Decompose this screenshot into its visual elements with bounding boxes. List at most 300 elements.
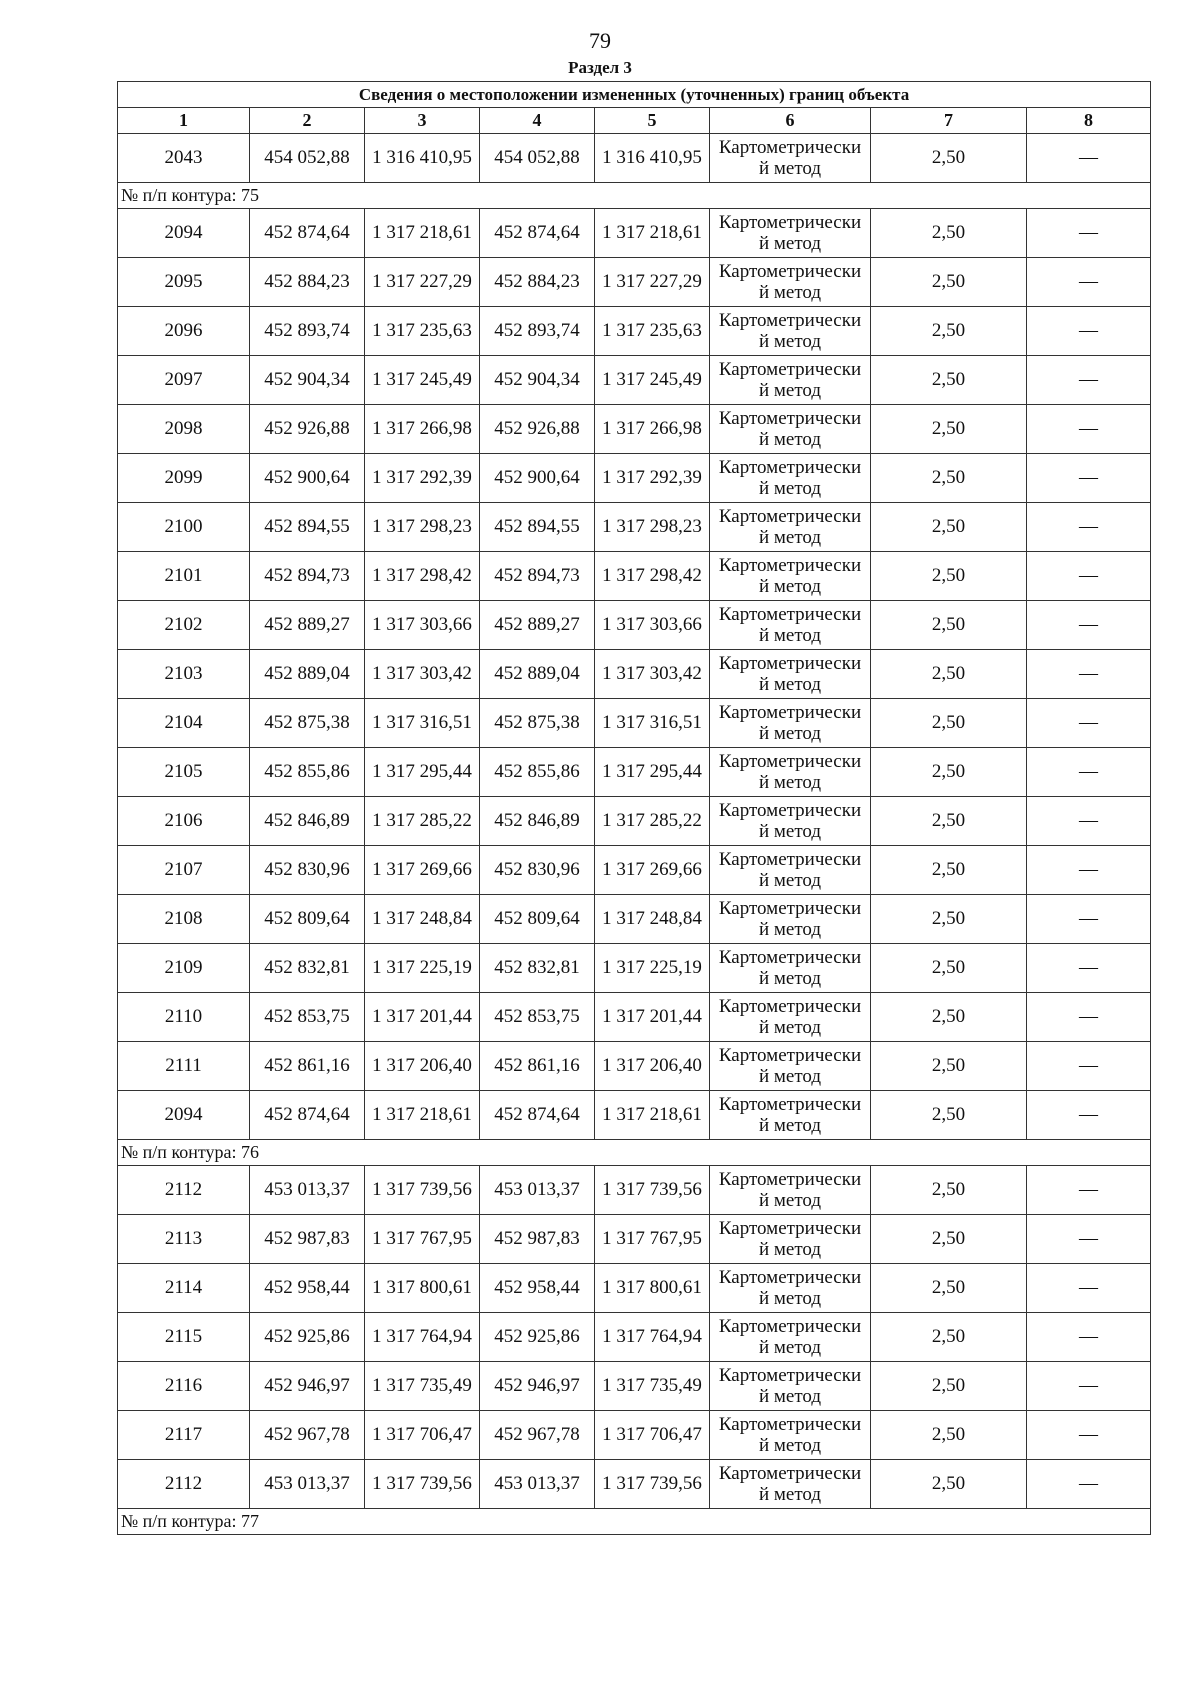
table-row xyxy=(118,1264,1151,1313)
description-cell: — xyxy=(1027,1215,1151,1264)
method-cell xyxy=(710,895,871,944)
new-x-cell: 452 904,34 xyxy=(480,356,595,405)
method-text-line2: й метод xyxy=(758,674,822,695)
existing-x-cell: 452 925,86 xyxy=(250,1313,365,1362)
table-row xyxy=(118,993,1151,1042)
method-text-line1: Картометрически xyxy=(718,212,862,233)
existing-x-cell: 452 987,83 xyxy=(250,1215,365,1264)
precision-cell: 2,50 xyxy=(871,1091,1027,1140)
method-cell xyxy=(710,454,871,503)
new-x-cell: 452 894,55 xyxy=(480,503,595,552)
description-cell: — xyxy=(1027,601,1151,650)
existing-x-cell: 452 900,64 xyxy=(250,454,365,503)
method-text-line2: й метод xyxy=(758,1017,822,1038)
table-row xyxy=(118,1042,1151,1091)
point-number-cell: 2112 xyxy=(118,1166,250,1215)
table-title: Сведения о местоположении измененных (уточненных) границ объекта xyxy=(118,82,1151,108)
method-text-line1: Картометрически xyxy=(718,1267,862,1288)
method-text-line1: Картометрически xyxy=(718,555,862,576)
existing-y-cell: 1 317 285,22 xyxy=(365,797,480,846)
point-number-cell: 2110 xyxy=(118,993,250,1042)
precision-cell: 2,50 xyxy=(871,134,1027,183)
point-number-cell: 2107 xyxy=(118,846,250,895)
existing-y-cell: 1 317 767,95 xyxy=(365,1215,480,1264)
description-cell: — xyxy=(1027,944,1151,993)
method-cell xyxy=(710,650,871,699)
method-text-line1: Картометрически xyxy=(718,1414,862,1435)
method-cell xyxy=(710,1362,871,1411)
description-cell: — xyxy=(1027,993,1151,1042)
method-cell xyxy=(710,601,871,650)
new-x-cell: 452 855,86 xyxy=(480,748,595,797)
existing-x-cell: 452 967,78 xyxy=(250,1411,365,1460)
table-row xyxy=(118,797,1151,846)
precision-cell: 2,50 xyxy=(871,503,1027,552)
new-y-cell: 1 317 245,49 xyxy=(595,356,710,405)
method-cell xyxy=(710,134,871,183)
point-number-cell: 2115 xyxy=(118,1313,250,1362)
method-text-line1: Картометрически xyxy=(718,1463,862,1484)
method-text-line2: й метод xyxy=(758,870,822,891)
existing-x-cell: 452 946,97 xyxy=(250,1362,365,1411)
new-y-cell: 1 317 269,66 xyxy=(595,846,710,895)
method-text-line1: Картометрически xyxy=(718,898,862,919)
new-y-cell: 1 317 285,22 xyxy=(595,797,710,846)
precision-cell: 2,50 xyxy=(871,1166,1027,1215)
precision-cell: 2,50 xyxy=(871,356,1027,405)
method-text-line2: й метод xyxy=(758,158,822,179)
new-x-cell: 452 832,81 xyxy=(480,944,595,993)
method-cell xyxy=(710,993,871,1042)
precision-cell: 2,50 xyxy=(871,650,1027,699)
table-row xyxy=(118,1313,1151,1362)
precision-cell: 2,50 xyxy=(871,699,1027,748)
existing-y-cell: 1 316 410,95 xyxy=(365,134,480,183)
new-y-cell: 1 317 303,42 xyxy=(595,650,710,699)
method-text-line2: й метод xyxy=(758,1337,822,1358)
method-text-line1: Картометрически xyxy=(718,702,862,723)
new-y-cell: 1 317 227,29 xyxy=(595,258,710,307)
method-text-line1: Картометрически xyxy=(718,261,862,282)
new-y-cell: 1 317 266,98 xyxy=(595,405,710,454)
method-text-line1: Картометрически xyxy=(718,1365,862,1386)
precision-cell: 2,50 xyxy=(871,1042,1027,1091)
existing-x-cell: 452 874,64 xyxy=(250,1091,365,1140)
method-text-line2: й метод xyxy=(758,723,822,744)
table-row xyxy=(118,650,1151,699)
precision-cell: 2,50 xyxy=(871,258,1027,307)
precision-cell: 2,50 xyxy=(871,1313,1027,1362)
point-number-cell: 2098 xyxy=(118,405,250,454)
description-cell: — xyxy=(1027,307,1151,356)
existing-x-cell: 452 889,04 xyxy=(250,650,365,699)
precision-cell: 2,50 xyxy=(871,797,1027,846)
precision-cell: 2,50 xyxy=(871,1411,1027,1460)
table-row xyxy=(118,552,1151,601)
new-x-cell: 452 946,97 xyxy=(480,1362,595,1411)
existing-y-cell: 1 317 764,94 xyxy=(365,1313,480,1362)
new-y-cell: 1 317 739,56 xyxy=(595,1460,710,1509)
new-y-cell: 1 317 218,61 xyxy=(595,209,710,258)
method-text-line1: Картометрически xyxy=(718,947,862,968)
existing-y-cell: 1 317 227,29 xyxy=(365,258,480,307)
existing-x-cell: 452 894,55 xyxy=(250,503,365,552)
table-row xyxy=(118,134,1151,183)
method-text-line1: Картометрически xyxy=(718,408,862,429)
method-cell xyxy=(710,944,871,993)
method-text-line1: Картометрически xyxy=(718,849,862,870)
method-cell xyxy=(710,258,871,307)
existing-y-cell: 1 317 706,47 xyxy=(365,1411,480,1460)
contour-header-row xyxy=(118,183,1151,209)
new-x-cell: 452 926,88 xyxy=(480,405,595,454)
method-text-line1: Картометрически xyxy=(718,137,862,158)
point-number-cell: 2105 xyxy=(118,748,250,797)
contour-label: № п/п контура: 76 xyxy=(118,1140,1151,1166)
precision-cell: 2,50 xyxy=(871,748,1027,797)
column-number: 3 xyxy=(365,108,480,134)
column-number: 7 xyxy=(871,108,1027,134)
existing-x-cell: 452 894,73 xyxy=(250,552,365,601)
description-cell: — xyxy=(1027,699,1151,748)
description-cell: — xyxy=(1027,748,1151,797)
new-x-cell: 454 052,88 xyxy=(480,134,595,183)
existing-y-cell: 1 317 206,40 xyxy=(365,1042,480,1091)
new-x-cell: 453 013,37 xyxy=(480,1460,595,1509)
existing-y-cell: 1 317 298,42 xyxy=(365,552,480,601)
method-text-line1: Картометрически xyxy=(718,1045,862,1066)
existing-y-cell: 1 317 245,49 xyxy=(365,356,480,405)
contour-label: № п/п контура: 75 xyxy=(118,183,1151,209)
new-y-cell: 1 317 800,61 xyxy=(595,1264,710,1313)
existing-y-cell: 1 317 739,56 xyxy=(365,1166,480,1215)
description-cell: — xyxy=(1027,1042,1151,1091)
method-text-line1: Картометрически xyxy=(718,1218,862,1239)
contour-header-row xyxy=(118,1509,1151,1535)
method-cell xyxy=(710,1460,871,1509)
description-cell: — xyxy=(1027,454,1151,503)
precision-cell: 2,50 xyxy=(871,1362,1027,1411)
description-cell: — xyxy=(1027,1166,1151,1215)
table-row xyxy=(118,895,1151,944)
method-text-line2: й метод xyxy=(758,1066,822,1087)
method-text-line2: й метод xyxy=(758,1484,822,1505)
table-row xyxy=(118,1215,1151,1264)
method-cell xyxy=(710,356,871,405)
new-x-cell: 452 884,23 xyxy=(480,258,595,307)
existing-x-cell: 452 855,86 xyxy=(250,748,365,797)
column-number: 8 xyxy=(1027,108,1151,134)
existing-x-cell: 452 893,74 xyxy=(250,307,365,356)
precision-cell: 2,50 xyxy=(871,1460,1027,1509)
method-text-line2: й метод xyxy=(758,625,822,646)
description-cell: — xyxy=(1027,209,1151,258)
existing-y-cell: 1 317 248,84 xyxy=(365,895,480,944)
precision-cell: 2,50 xyxy=(871,895,1027,944)
method-cell xyxy=(710,307,871,356)
new-y-cell: 1 317 225,19 xyxy=(595,944,710,993)
method-text-line2: й метод xyxy=(758,772,822,793)
new-x-cell: 452 846,89 xyxy=(480,797,595,846)
new-x-cell: 452 875,38 xyxy=(480,699,595,748)
existing-x-cell: 454 052,88 xyxy=(250,134,365,183)
method-text-line2: й метод xyxy=(758,1435,822,1456)
precision-cell: 2,50 xyxy=(871,209,1027,258)
precision-cell: 2,50 xyxy=(871,1264,1027,1313)
point-number-cell: 2094 xyxy=(118,1091,250,1140)
point-number-cell: 2097 xyxy=(118,356,250,405)
page-number: 79 xyxy=(589,28,611,53)
point-number-cell: 2095 xyxy=(118,258,250,307)
description-cell: — xyxy=(1027,797,1151,846)
existing-y-cell: 1 317 218,61 xyxy=(365,209,480,258)
point-number-cell: 2096 xyxy=(118,307,250,356)
description-cell: — xyxy=(1027,1362,1151,1411)
description-cell: — xyxy=(1027,356,1151,405)
new-y-cell: 1 317 739,56 xyxy=(595,1166,710,1215)
method-text-line2: й метод xyxy=(758,1386,822,1407)
point-number-cell: 2111 xyxy=(118,1042,250,1091)
new-y-cell: 1 317 316,51 xyxy=(595,699,710,748)
method-text-line1: Картометрически xyxy=(718,457,862,478)
method-cell xyxy=(710,1091,871,1140)
column-number: 1 xyxy=(118,108,250,134)
point-number-cell: 2043 xyxy=(118,134,250,183)
method-text-line2: й метод xyxy=(758,233,822,254)
table-row xyxy=(118,405,1151,454)
method-cell xyxy=(710,748,871,797)
table-row xyxy=(118,1411,1151,1460)
table-title-row xyxy=(118,82,1151,108)
method-text-line1: Картометрически xyxy=(718,1094,862,1115)
new-x-cell: 452 889,04 xyxy=(480,650,595,699)
table-row xyxy=(118,307,1151,356)
new-x-cell: 452 900,64 xyxy=(480,454,595,503)
precision-cell: 2,50 xyxy=(871,307,1027,356)
new-x-cell: 452 830,96 xyxy=(480,846,595,895)
description-cell: — xyxy=(1027,1264,1151,1313)
existing-y-cell: 1 317 201,44 xyxy=(365,993,480,1042)
table-row xyxy=(118,846,1151,895)
precision-cell: 2,50 xyxy=(871,1215,1027,1264)
existing-y-cell: 1 317 235,63 xyxy=(365,307,480,356)
table-row xyxy=(118,1460,1151,1509)
method-text-line2: й метод xyxy=(758,968,822,989)
method-cell xyxy=(710,1264,871,1313)
new-x-cell: 452 853,75 xyxy=(480,993,595,1042)
existing-y-cell: 1 317 225,19 xyxy=(365,944,480,993)
method-text-line2: й метод xyxy=(758,821,822,842)
description-cell: — xyxy=(1027,1411,1151,1460)
precision-cell: 2,50 xyxy=(871,405,1027,454)
existing-x-cell: 452 958,44 xyxy=(250,1264,365,1313)
existing-y-cell: 1 317 735,49 xyxy=(365,1362,480,1411)
point-number-cell: 2108 xyxy=(118,895,250,944)
method-text-line2: й метод xyxy=(758,1288,822,1309)
method-text-line1: Картометрически xyxy=(718,653,862,674)
point-number-cell: 2116 xyxy=(118,1362,250,1411)
existing-y-cell: 1 317 316,51 xyxy=(365,699,480,748)
existing-y-cell: 1 317 295,44 xyxy=(365,748,480,797)
existing-x-cell: 452 875,38 xyxy=(250,699,365,748)
table-row xyxy=(118,454,1151,503)
description-cell: — xyxy=(1027,503,1151,552)
method-cell xyxy=(710,209,871,258)
existing-x-cell: 452 904,34 xyxy=(250,356,365,405)
table-row xyxy=(118,356,1151,405)
method-text-line2: й метод xyxy=(758,527,822,548)
new-x-cell: 452 809,64 xyxy=(480,895,595,944)
method-text-line2: й метод xyxy=(758,282,822,303)
new-x-cell: 452 925,86 xyxy=(480,1313,595,1362)
new-x-cell: 452 967,78 xyxy=(480,1411,595,1460)
precision-cell: 2,50 xyxy=(871,846,1027,895)
method-text-line2: й метод xyxy=(758,478,822,499)
point-number-cell: 2094 xyxy=(118,209,250,258)
existing-x-cell: 452 874,64 xyxy=(250,209,365,258)
existing-x-cell: 452 884,23 xyxy=(250,258,365,307)
column-number: 5 xyxy=(595,108,710,134)
new-x-cell: 452 958,44 xyxy=(480,1264,595,1313)
existing-x-cell: 452 853,75 xyxy=(250,993,365,1042)
point-number-cell: 2106 xyxy=(118,797,250,846)
new-y-cell: 1 317 201,44 xyxy=(595,993,710,1042)
method-cell xyxy=(710,1042,871,1091)
table-row xyxy=(118,209,1151,258)
point-number-cell: 2101 xyxy=(118,552,250,601)
existing-x-cell: 452 809,64 xyxy=(250,895,365,944)
precision-cell: 2,50 xyxy=(871,552,1027,601)
method-cell xyxy=(710,405,871,454)
point-number-cell: 2117 xyxy=(118,1411,250,1460)
method-text-line2: й метод xyxy=(758,1115,822,1136)
new-x-cell: 452 894,73 xyxy=(480,552,595,601)
method-text-line2: й метод xyxy=(758,919,822,940)
method-cell xyxy=(710,699,871,748)
method-cell xyxy=(710,1313,871,1362)
existing-x-cell: 452 832,81 xyxy=(250,944,365,993)
column-number: 2 xyxy=(250,108,365,134)
existing-x-cell: 453 013,37 xyxy=(250,1460,365,1509)
table-row xyxy=(118,748,1151,797)
new-x-cell: 453 013,37 xyxy=(480,1166,595,1215)
method-cell xyxy=(710,1166,871,1215)
method-text-line2: й метод xyxy=(758,331,822,352)
coordinates-table xyxy=(117,81,1151,1535)
contour-header-row xyxy=(118,1140,1151,1166)
method-text-line1: Картометрически xyxy=(718,800,862,821)
existing-x-cell: 453 013,37 xyxy=(250,1166,365,1215)
point-number-cell: 2114 xyxy=(118,1264,250,1313)
table-row xyxy=(118,1166,1151,1215)
description-cell: — xyxy=(1027,1313,1151,1362)
method-cell xyxy=(710,1215,871,1264)
column-number: 6 xyxy=(710,108,871,134)
point-number-cell: 2113 xyxy=(118,1215,250,1264)
description-cell: — xyxy=(1027,650,1151,699)
new-y-cell: 1 317 292,39 xyxy=(595,454,710,503)
new-y-cell: 1 317 767,95 xyxy=(595,1215,710,1264)
new-y-cell: 1 317 298,23 xyxy=(595,503,710,552)
table-row xyxy=(118,1362,1151,1411)
method-cell xyxy=(710,797,871,846)
method-text-line1: Картометрически xyxy=(718,751,862,772)
method-cell xyxy=(710,846,871,895)
method-text-line1: Картометрически xyxy=(718,359,862,380)
new-y-cell: 1 317 235,63 xyxy=(595,307,710,356)
existing-x-cell: 452 861,16 xyxy=(250,1042,365,1091)
existing-y-cell: 1 317 292,39 xyxy=(365,454,480,503)
method-text-line1: Картометрически xyxy=(718,604,862,625)
method-cell xyxy=(710,552,871,601)
new-y-cell: 1 317 303,66 xyxy=(595,601,710,650)
table-row xyxy=(118,944,1151,993)
column-number-row xyxy=(118,108,1151,134)
new-x-cell: 452 874,64 xyxy=(480,1091,595,1140)
new-y-cell: 1 317 206,40 xyxy=(595,1042,710,1091)
new-x-cell: 452 861,16 xyxy=(480,1042,595,1091)
new-y-cell: 1 317 706,47 xyxy=(595,1411,710,1460)
existing-x-cell: 452 889,27 xyxy=(250,601,365,650)
new-y-cell: 1 317 764,94 xyxy=(595,1313,710,1362)
precision-cell: 2,50 xyxy=(871,454,1027,503)
existing-y-cell: 1 317 266,98 xyxy=(365,405,480,454)
existing-y-cell: 1 317 218,61 xyxy=(365,1091,480,1140)
method-text-line2: й метод xyxy=(758,1190,822,1211)
method-text-line1: Картометрически xyxy=(718,1316,862,1337)
existing-y-cell: 1 317 269,66 xyxy=(365,846,480,895)
table-row xyxy=(118,699,1151,748)
description-cell: — xyxy=(1027,895,1151,944)
existing-y-cell: 1 317 298,23 xyxy=(365,503,480,552)
method-text-line1: Картометрически xyxy=(718,310,862,331)
new-y-cell: 1 317 248,84 xyxy=(595,895,710,944)
description-cell: — xyxy=(1027,1460,1151,1509)
description-cell: — xyxy=(1027,405,1151,454)
new-y-cell: 1 317 218,61 xyxy=(595,1091,710,1140)
description-cell: — xyxy=(1027,846,1151,895)
method-text-line1: Картометрически xyxy=(718,996,862,1017)
point-number-cell: 2103 xyxy=(118,650,250,699)
existing-x-cell: 452 926,88 xyxy=(250,405,365,454)
point-number-cell: 2112 xyxy=(118,1460,250,1509)
point-number-cell: 2102 xyxy=(118,601,250,650)
table-row xyxy=(118,601,1151,650)
table-row xyxy=(118,503,1151,552)
description-cell: — xyxy=(1027,258,1151,307)
point-number-cell: 2100 xyxy=(118,503,250,552)
new-x-cell: 452 874,64 xyxy=(480,209,595,258)
new-x-cell: 452 987,83 xyxy=(480,1215,595,1264)
existing-y-cell: 1 317 739,56 xyxy=(365,1460,480,1509)
method-text-line2: й метод xyxy=(758,429,822,450)
method-text-line2: й метод xyxy=(758,576,822,597)
new-y-cell: 1 317 735,49 xyxy=(595,1362,710,1411)
existing-y-cell: 1 317 303,66 xyxy=(365,601,480,650)
point-number-cell: 2104 xyxy=(118,699,250,748)
existing-x-cell: 452 846,89 xyxy=(250,797,365,846)
method-text-line1: Картометрически xyxy=(718,1169,862,1190)
existing-y-cell: 1 317 303,42 xyxy=(365,650,480,699)
method-text-line2: й метод xyxy=(758,1239,822,1260)
existing-x-cell: 452 830,96 xyxy=(250,846,365,895)
precision-cell: 2,50 xyxy=(871,944,1027,993)
new-x-cell: 452 889,27 xyxy=(480,601,595,650)
existing-y-cell: 1 317 800,61 xyxy=(365,1264,480,1313)
new-y-cell: 1 317 298,42 xyxy=(595,552,710,601)
method-text-line2: й метод xyxy=(758,380,822,401)
contour-label: № п/п контура: 77 xyxy=(118,1509,1151,1535)
